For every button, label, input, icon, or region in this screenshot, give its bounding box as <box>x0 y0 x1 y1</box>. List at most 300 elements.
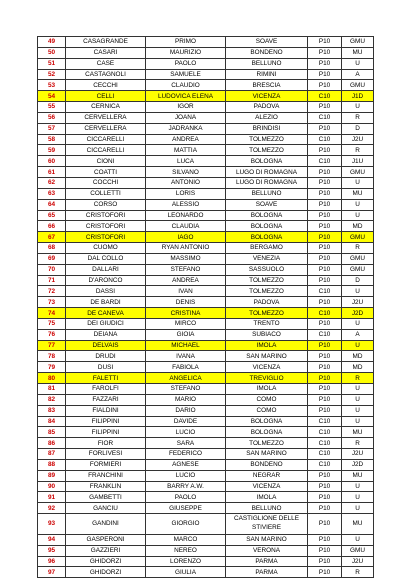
first-name-cell: PRIMO <box>146 37 226 48</box>
row-number: 75 <box>38 318 66 329</box>
table-row <box>38 134 374 145</box>
category-cell: P10 <box>308 373 342 384</box>
grade-cell: U <box>342 286 374 297</box>
first-name-cell: BARRY A.W. <box>146 481 226 492</box>
table-row <box>38 188 374 199</box>
first-name-cell: ALESSIO <box>146 199 226 210</box>
grade-cell: R <box>342 243 374 254</box>
city-cell: SASSUOLO <box>226 264 308 275</box>
category-cell: P10 <box>308 545 342 556</box>
grade-cell: GMU <box>342 264 374 275</box>
city-cell: VICENZA <box>226 481 308 492</box>
row-number: 90 <box>38 481 66 492</box>
row-number: 56 <box>38 112 66 123</box>
city-cell: BOLOGNA <box>226 232 308 243</box>
category-cell: P10 <box>308 297 342 308</box>
city-cell: VICENZA <box>226 91 308 102</box>
grade-cell: J1D <box>342 91 374 102</box>
grade-cell: U <box>342 177 374 188</box>
row-number: 63 <box>38 188 66 199</box>
row-number: 82 <box>38 394 66 405</box>
surname-cell: FRANCHINI <box>66 470 146 481</box>
table-row <box>38 286 374 297</box>
category-cell: C10 <box>308 459 342 470</box>
row-number: 49 <box>38 37 66 48</box>
row-number: 65 <box>38 210 66 221</box>
first-name-cell: RYAN ANTONIO <box>146 243 226 254</box>
table-row <box>38 112 374 123</box>
surname-cell: CRISTOFORI <box>66 221 146 232</box>
table-row <box>38 384 374 395</box>
table-row <box>38 199 374 210</box>
city-cell: TOLMEZZO <box>226 308 308 319</box>
category-cell: P10 <box>308 481 342 492</box>
table-row <box>38 243 374 254</box>
grade-cell: MD <box>342 351 374 362</box>
row-number: 81 <box>38 384 66 395</box>
surname-cell: CRISTOFORI <box>66 210 146 221</box>
first-name-cell: LUCA <box>146 156 226 167</box>
table-row <box>38 329 374 340</box>
surname-cell: FRANKLIN <box>66 481 146 492</box>
category-cell: P10 <box>308 188 342 199</box>
row-number: 77 <box>38 340 66 351</box>
category-cell: P10 <box>308 275 342 286</box>
city-cell: BONDENO <box>226 47 308 58</box>
surname-cell: CIONI <box>66 156 146 167</box>
row-number: 95 <box>38 545 66 556</box>
grade-cell: J2U <box>342 449 374 460</box>
city-cell: ALEZIO <box>226 112 308 123</box>
city-cell: BOLOGNA <box>226 156 308 167</box>
category-cell: P10 <box>308 264 342 275</box>
table-row <box>38 481 374 492</box>
surname-cell: FILIPPINI <box>66 427 146 438</box>
grade-cell: MU <box>342 470 374 481</box>
row-number: 58 <box>38 134 66 145</box>
row-number: 83 <box>38 405 66 416</box>
city-cell: BELLUNO <box>226 188 308 199</box>
surname-cell: CICCARELLI <box>66 134 146 145</box>
table-row <box>38 264 374 275</box>
row-number: 67 <box>38 232 66 243</box>
grade-cell: U <box>342 384 374 395</box>
category-cell: C10 <box>308 329 342 340</box>
surname-cell: DEIANA <box>66 329 146 340</box>
surname-cell: CASE <box>66 58 146 69</box>
city-cell: IMOLA <box>226 492 308 503</box>
row-number: 91 <box>38 492 66 503</box>
city-cell: VERONA <box>226 545 308 556</box>
surname-cell: CELLI <box>66 91 146 102</box>
first-name-cell: GIORGIO <box>146 514 226 535</box>
table-row <box>38 253 374 264</box>
surname-cell: CICCARELLI <box>66 145 146 156</box>
first-name-cell: FABIOLA <box>146 362 226 373</box>
table-row <box>38 80 374 91</box>
first-name-cell: LEONARDO <box>146 210 226 221</box>
row-number: 50 <box>38 47 66 58</box>
first-name-cell: AGNESE <box>146 459 226 470</box>
category-cell: C10 <box>308 308 342 319</box>
row-number: 76 <box>38 329 66 340</box>
table-row-highlighted <box>38 373 374 384</box>
row-number: 54 <box>38 91 66 102</box>
first-name-cell: ANDREA <box>146 275 226 286</box>
table-row <box>38 470 374 481</box>
surname-cell: GANDINI <box>66 514 146 535</box>
surname-cell: CORSO <box>66 199 146 210</box>
first-name-cell: MARIO <box>146 394 226 405</box>
first-name-cell: CLAUDIA <box>146 221 226 232</box>
table-row <box>38 416 374 427</box>
grade-cell: A <box>342 329 374 340</box>
grade-cell: J2U <box>342 297 374 308</box>
table-row <box>38 449 374 460</box>
first-name-cell: MATTIA <box>146 145 226 156</box>
surname-cell: CECCHI <box>66 80 146 91</box>
first-name-cell: ANTONIO <box>146 177 226 188</box>
table-row-highlighted <box>38 232 374 243</box>
surname-cell: DASSI <box>66 286 146 297</box>
surname-cell: DE CANEVA <box>66 308 146 319</box>
first-name-cell: DENIS <box>146 297 226 308</box>
category-cell: P10 <box>308 492 342 503</box>
row-number: 69 <box>38 253 66 264</box>
category-cell: P10 <box>308 534 342 545</box>
city-line-2: STIVIERE <box>251 523 282 531</box>
city-cell: SAN MARINO <box>226 351 308 362</box>
surname-cell: FORLIVESI <box>66 449 146 460</box>
city-cell: BOLOGNA <box>226 210 308 221</box>
surname-cell: FORMIERI <box>66 459 146 470</box>
grade-cell: U <box>342 58 374 69</box>
row-number: 55 <box>38 102 66 113</box>
category-cell: C10 <box>308 156 342 167</box>
city-cell: TOLMEZZO <box>226 438 308 449</box>
surname-cell: DRUDI <box>66 351 146 362</box>
category-cell: P10 <box>308 362 342 373</box>
category-cell: P10 <box>308 177 342 188</box>
category-cell: P10 <box>308 567 342 578</box>
surname-cell: GHIDORZI <box>66 556 146 567</box>
first-name-cell: DAVIDE <box>146 416 226 427</box>
surname-cell: FILIPPINI <box>66 416 146 427</box>
first-name-cell: CLAUDIO <box>146 80 226 91</box>
table-row-highlighted <box>38 308 374 319</box>
category-cell: P10 <box>308 47 342 58</box>
table-row <box>38 459 374 470</box>
city-cell: BOLOGNA <box>226 427 308 438</box>
category-cell: P10 <box>308 167 342 178</box>
first-name-cell: MARCO <box>146 534 226 545</box>
grade-cell: U <box>342 405 374 416</box>
category-cell: P10 <box>308 470 342 481</box>
first-name-cell: IVANA <box>146 351 226 362</box>
city-cell: TOLMEZZO <box>226 134 308 145</box>
surname-cell: D'ARONCO <box>66 275 146 286</box>
first-name-cell: GIUSEPPE <box>146 503 226 514</box>
table-row-highlighted <box>38 340 374 351</box>
category-cell: P10 <box>308 221 342 232</box>
surname-cell: CRISTOFORI <box>66 232 146 243</box>
grade-cell: R <box>342 112 374 123</box>
category-cell: P10 <box>308 318 342 329</box>
first-name-cell: LUCIO <box>146 470 226 481</box>
row-number: 96 <box>38 556 66 567</box>
table-row <box>38 567 374 578</box>
city-cell: SAN MARINO <box>226 534 308 545</box>
first-name-cell: ANDREA <box>146 134 226 145</box>
city-cell: SUBIACO <box>226 329 308 340</box>
city-cell: IMOLA <box>226 340 308 351</box>
grade-cell: U <box>342 481 374 492</box>
category-cell: P10 <box>308 69 342 80</box>
city-cell: BRESCIA <box>226 80 308 91</box>
table-row <box>38 58 374 69</box>
city-cell: BRINDISI <box>226 123 308 134</box>
city-cell <box>226 514 308 535</box>
city-cell: SAN MARINO <box>226 449 308 460</box>
surname-cell: CASTAGNOLI <box>66 69 146 80</box>
table-row <box>38 362 374 373</box>
surname-cell: CUOMO <box>66 243 146 254</box>
surname-cell: FAZZARI <box>66 394 146 405</box>
grade-cell: R <box>342 567 374 578</box>
table-row <box>38 556 374 567</box>
category-cell: P10 <box>308 145 342 156</box>
city-cell: IMOLA <box>226 384 308 395</box>
table-row <box>38 405 374 416</box>
row-number: 73 <box>38 297 66 308</box>
first-name-cell: MAURIZIO <box>146 47 226 58</box>
category-cell: C10 <box>308 134 342 145</box>
first-name-cell: LORENZO <box>146 556 226 567</box>
surname-cell: DE BARDI <box>66 297 146 308</box>
table-row <box>38 514 374 535</box>
first-name-cell: PAOLO <box>146 492 226 503</box>
grade-cell: U <box>342 318 374 329</box>
first-name-cell: LUDOVICA ELENA <box>146 91 226 102</box>
first-name-cell: IAGO <box>146 232 226 243</box>
surname-cell: DALLARI <box>66 264 146 275</box>
table-row <box>38 102 374 113</box>
category-cell: P10 <box>308 102 342 113</box>
row-number: 84 <box>38 416 66 427</box>
first-name-cell: DARIO <box>146 405 226 416</box>
city-cell: COMO <box>226 405 308 416</box>
grade-cell: MD <box>342 221 374 232</box>
first-name-cell: SILVANO <box>146 167 226 178</box>
category-cell: C10 <box>308 438 342 449</box>
row-number: 94 <box>38 534 66 545</box>
city-cell: NEGRAR <box>226 470 308 481</box>
category-cell: C10 <box>308 286 342 297</box>
row-number: 61 <box>38 167 66 178</box>
city-cell: VICENZA <box>226 362 308 373</box>
surname-cell: COATTI <box>66 167 146 178</box>
city-cell: SOAVE <box>226 199 308 210</box>
table-row <box>38 545 374 556</box>
grade-cell: J2U <box>342 556 374 567</box>
surname-cell: COLLETTI <box>66 188 146 199</box>
category-cell: P10 <box>308 503 342 514</box>
row-number: 97 <box>38 567 66 578</box>
first-name-cell: FEDERICO <box>146 449 226 460</box>
table-row <box>38 167 374 178</box>
category-cell: P10 <box>308 556 342 567</box>
row-number: 72 <box>38 286 66 297</box>
first-name-cell: SARA <box>146 438 226 449</box>
first-name-cell: IGOR <box>146 102 226 113</box>
grade-cell: J2D <box>342 459 374 470</box>
row-number: 53 <box>38 80 66 91</box>
row-number: 64 <box>38 199 66 210</box>
surname-cell: DELVAIS <box>66 340 146 351</box>
city-cell: PADOVA <box>226 297 308 308</box>
table-row <box>38 438 374 449</box>
row-number: 59 <box>38 145 66 156</box>
row-number: 68 <box>38 243 66 254</box>
surname-cell: FIOR <box>66 438 146 449</box>
row-number: 86 <box>38 438 66 449</box>
city-cell: PADOVA <box>226 102 308 113</box>
grade-cell: MU <box>342 427 374 438</box>
first-name-cell: JADRANKA <box>146 123 226 134</box>
surname-cell: FAROLFI <box>66 384 146 395</box>
grade-cell: U <box>342 102 374 113</box>
first-name-cell: MASSIMO <box>146 253 226 264</box>
category-cell: C10 <box>308 449 342 460</box>
city-cell: PARMA <box>226 556 308 567</box>
category-cell: P10 <box>308 253 342 264</box>
row-number: 85 <box>38 427 66 438</box>
surname-cell: COCCHI <box>66 177 146 188</box>
category-cell: P10 <box>308 210 342 221</box>
city-cell: BELLUNO <box>226 58 308 69</box>
category-cell: C10 <box>308 427 342 438</box>
grade-cell: D <box>342 275 374 286</box>
category-cell: P10 <box>308 80 342 91</box>
row-number: 66 <box>38 221 66 232</box>
first-name-cell: GIULIA <box>146 567 226 578</box>
grade-cell: MU <box>342 514 374 535</box>
city-cell: BERGAMO <box>226 243 308 254</box>
category-cell: P10 <box>308 199 342 210</box>
city-cell: VENEZIA <box>226 253 308 264</box>
first-name-cell: LORIS <box>146 188 226 199</box>
table-row <box>38 177 374 188</box>
row-number: 57 <box>38 123 66 134</box>
city-cell: BELLUNO <box>226 503 308 514</box>
row-number: 88 <box>38 459 66 470</box>
category-cell: P10 <box>308 405 342 416</box>
grade-cell: GMU <box>342 37 374 48</box>
grade-cell: U <box>342 210 374 221</box>
table-row <box>38 318 374 329</box>
surname-cell: FIALDINI <box>66 405 146 416</box>
category-cell: P10 <box>308 394 342 405</box>
row-number: 87 <box>38 449 66 460</box>
grade-cell: MU <box>342 188 374 199</box>
surname-cell: DEI GIUDICI <box>66 318 146 329</box>
row-number: 80 <box>38 373 66 384</box>
first-name-cell: CRISTINA <box>146 308 226 319</box>
surname-cell: CERVELLERA <box>66 123 146 134</box>
grade-cell: GMU <box>342 545 374 556</box>
table-row-highlighted <box>38 91 374 102</box>
table-row <box>38 210 374 221</box>
table-row <box>38 503 374 514</box>
city-cell: BOLOGNA <box>226 221 308 232</box>
surname-cell: CASARI <box>66 47 146 58</box>
grade-cell: U <box>342 199 374 210</box>
category-cell: P10 <box>308 340 342 351</box>
row-number: 89 <box>38 470 66 481</box>
first-name-cell: SAMUELE <box>146 69 226 80</box>
first-name-cell: JOANA <box>146 112 226 123</box>
city-cell: SOAVE <box>226 37 308 48</box>
grade-cell: R <box>342 145 374 156</box>
category-cell: P10 <box>308 351 342 362</box>
grade-cell: U <box>342 492 374 503</box>
first-name-cell: LUCIO <box>146 427 226 438</box>
grade-cell: GMU <box>342 253 374 264</box>
city-cell: PARMA <box>226 567 308 578</box>
table-row <box>38 394 374 405</box>
row-number: 93 <box>38 514 66 535</box>
city-cell: TREVIGLIO <box>226 373 308 384</box>
surname-cell: GHIDORZI <box>66 567 146 578</box>
category-cell: C10 <box>308 416 342 427</box>
row-number: 79 <box>38 362 66 373</box>
grade-cell: U <box>342 416 374 427</box>
grade-cell: U <box>342 534 374 545</box>
row-number: 60 <box>38 156 66 167</box>
row-number: 74 <box>38 308 66 319</box>
first-name-cell: MIRCO <box>146 318 226 329</box>
table-row <box>38 37 374 48</box>
table-row <box>38 123 374 134</box>
table-row <box>38 492 374 503</box>
surname-cell: CERNICA <box>66 102 146 113</box>
table-row <box>38 351 374 362</box>
grade-cell: A <box>342 69 374 80</box>
grade-cell: U <box>342 340 374 351</box>
grade-cell: J2U <box>342 134 374 145</box>
participants-table-body <box>38 37 374 578</box>
category-cell: P10 <box>308 58 342 69</box>
city-cell: LUGO DI ROMAGNA <box>226 177 308 188</box>
row-number: 52 <box>38 69 66 80</box>
table-row <box>38 275 374 286</box>
grade-cell: J2D <box>342 308 374 319</box>
table-row <box>38 145 374 156</box>
category-cell: P10 <box>308 123 342 134</box>
surname-cell: FALETTI <box>66 373 146 384</box>
category-cell: P10 <box>308 514 342 535</box>
grade-cell: MD <box>342 362 374 373</box>
table-row <box>38 221 374 232</box>
city-cell: TOLMEZZO <box>226 145 308 156</box>
row-number: 70 <box>38 264 66 275</box>
first-name-cell: STEFANO <box>146 384 226 395</box>
first-name-cell: ANGELICA <box>146 373 226 384</box>
first-name-cell: STEFANO <box>146 264 226 275</box>
first-name-cell: IVAN <box>146 286 226 297</box>
first-name-cell: PAOLO <box>146 58 226 69</box>
grade-cell: GMU <box>342 80 374 91</box>
